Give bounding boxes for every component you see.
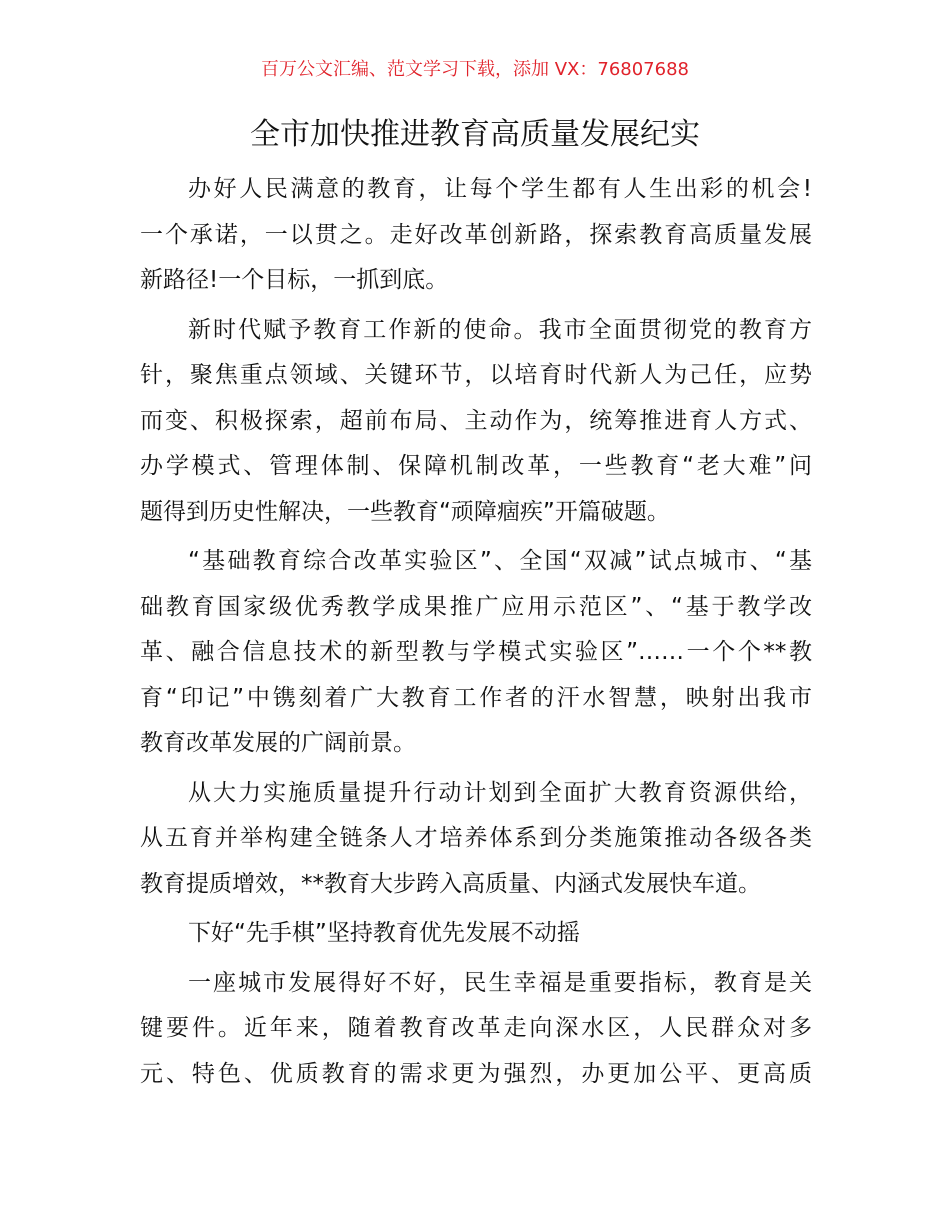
text-line: 教育改革发展的广阔前景。 [140, 730, 416, 756]
text-line: 从五育并举构建全链条人才培养体系到分类施策推动各级各类 [140, 825, 812, 851]
paragraph [140, 167, 812, 304]
text-line: 新路径!一个目标，一抓到底。 [140, 267, 449, 293]
text-line: 革、融合信息技术的新型教与学模式实验区”……一个个**教 [140, 639, 812, 665]
text-line: 一座城市发展得好不好，民生幸福是重要指标，教育是关 [188, 969, 812, 996]
text-line: 教育提质增效，**教育大步跨入高质量、内涵式发展快车道。 [140, 870, 761, 897]
text-line: 育“印记”中镌刻着广大教育工作者的汗水智慧，映射出我市 [140, 684, 812, 711]
paragraph [140, 308, 812, 536]
text-line: 针，聚焦重点领域、关键环节，以培育时代新人为己任，应势 [140, 362, 812, 388]
text-line: 办学模式、管理体制、保障机制改革，一些教育“老大难”问 [140, 453, 812, 479]
text-line: 从大力实施质量提升行动计划到全面扩大教育资源供给， [188, 779, 812, 806]
watermark-banner: 百万公文汇编、范文学习下载，添加 VX：76807688 [261, 59, 689, 80]
paragraph [140, 771, 812, 908]
text-line: 元、特色、优质教育的需求更为强烈，办更加公平、更高质 [140, 1060, 812, 1087]
text-line: 下好“先手棋”坚持教育优先发展不动摇 [188, 920, 580, 946]
text-line: 新时代赋予教育工作新的使命。我市全面贯彻党的教育方 [188, 316, 812, 343]
paragraph [140, 961, 812, 1098]
text-line: 础教育国家级优秀教学成果推广应用示范区”、“基于教学改 [140, 593, 812, 620]
text-line: “基础教育综合改革实验区”、全国“双减”试点城市、“基 [188, 548, 812, 574]
text-line: 而变、积极探索，超前布局、主动作为，统筹推进育人方式、 [140, 407, 812, 434]
text-line: 办好人民满意的教育，让每个学生都有人生出彩的机会! [188, 176, 812, 202]
paragraph [140, 911, 812, 957]
text-line: 题得到历史性解决，一些教育“顽障痼疾”开篇破题。 [140, 498, 670, 525]
document-title: 全市加快推进教育高质量发展纪实 [250, 117, 700, 152]
document-body [140, 167, 812, 1101]
text-line: 一个承诺，一以贯之。走好改革创新路，探索教育高质量发展 [140, 221, 812, 248]
paragraph [140, 539, 812, 767]
text-line: 键要件。近年来，随着教育改革走向深水区，人民群众对多 [140, 1015, 812, 1041]
